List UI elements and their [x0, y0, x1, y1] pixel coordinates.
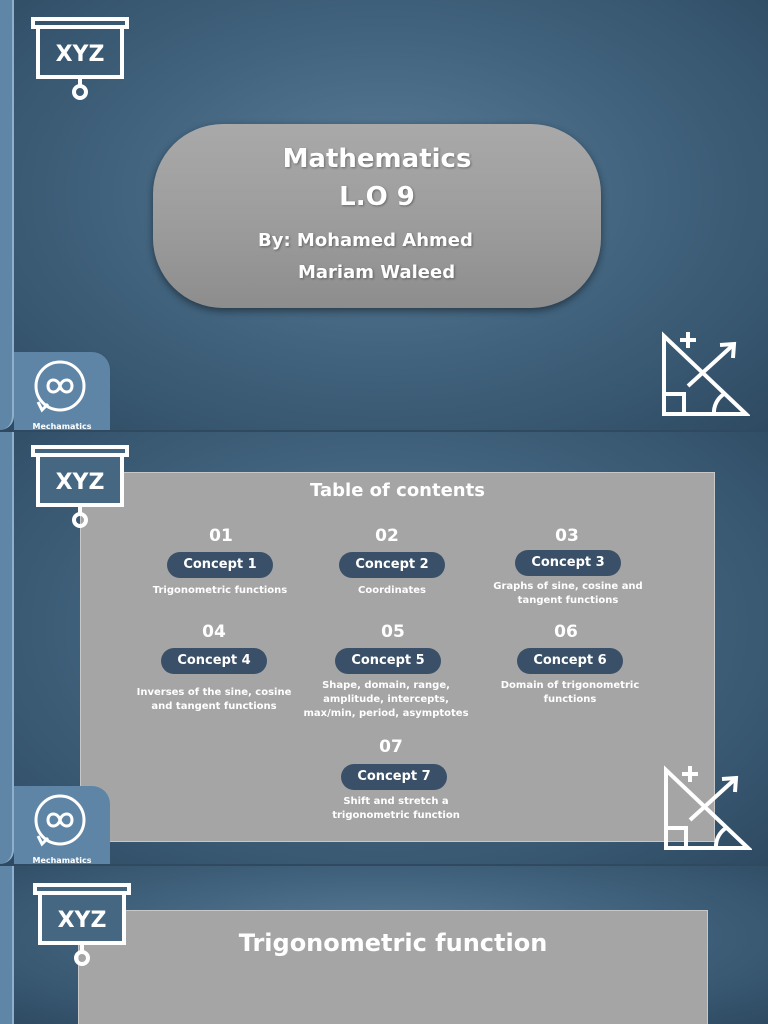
- concept-number: 03: [555, 526, 579, 546]
- toc-title: Table of contents: [310, 480, 485, 501]
- author-line-1: By: Mohamed Ahmed: [258, 230, 473, 251]
- infinity-logo-icon: [28, 792, 92, 850]
- left-accent-bar: [0, 866, 14, 1024]
- toc-panel: [80, 472, 715, 842]
- author-line-2: Mariam Waleed: [298, 262, 456, 283]
- presentation-subtitle: L.O 9: [339, 182, 415, 212]
- logo-label: Mechamatics: [32, 856, 92, 864]
- logo-label: Mechamatics: [32, 422, 92, 430]
- xyz-easel-icon: [32, 882, 132, 972]
- table-of-contents-slide: [0, 432, 768, 864]
- left-accent-bar: [0, 0, 14, 430]
- concept-number: 04: [202, 622, 226, 642]
- xyz-easel-icon: [30, 16, 130, 106]
- concept-number: 05: [381, 622, 405, 642]
- trigonometric-function-slide: [0, 866, 768, 1024]
- title-card: [153, 124, 601, 308]
- concept-number: 06: [554, 622, 578, 642]
- geometry-math-icon: [658, 326, 750, 418]
- infinity-logo-icon: [28, 358, 92, 416]
- mechamatics-logo-tab: [14, 352, 110, 430]
- concept-number: 02: [375, 526, 399, 546]
- concept-number: 07: [379, 737, 403, 757]
- concept-4-button[interactable]: Concept 4: [161, 648, 267, 674]
- concept-description: Shape, domain, range, amplitude, intercepts, max/min, period, asymptotes: [303, 680, 469, 719]
- concept-number: 01: [209, 526, 233, 546]
- title-slide: [0, 0, 768, 430]
- presentation-title: Mathematics: [282, 144, 472, 174]
- concept-3-button[interactable]: Concept 3: [515, 550, 621, 576]
- mechamatics-logo-tab: [14, 786, 110, 864]
- xyz-easel-icon: [30, 444, 130, 534]
- concept-description: Coordinates: [358, 585, 426, 596]
- concept-7-button[interactable]: Concept 7: [341, 764, 447, 790]
- concept-description: Graphs of sine, cosine and tangent functions: [493, 581, 643, 606]
- geometry-math-icon: [660, 760, 752, 852]
- concept-description: Inverses of the sine, cosine and tangent functions: [136, 687, 292, 712]
- left-accent-bar: [0, 432, 14, 864]
- svg-text:XYZ: XYZ: [55, 42, 105, 67]
- concept-2-button[interactable]: Concept 2: [339, 552, 445, 578]
- content-panel: [78, 910, 708, 1024]
- svg-text:XYZ: XYZ: [57, 908, 107, 933]
- concept-1-button[interactable]: Concept 1: [167, 552, 273, 578]
- concept-description: Shift and stretch a trigonometric function: [332, 796, 460, 821]
- concept-6-button[interactable]: Concept 6: [517, 648, 623, 674]
- concept-description: Domain of trigonometric functions: [500, 680, 640, 705]
- concept-description: Trigonometric functions: [152, 585, 288, 596]
- slide-title: Trigonometric function: [238, 929, 548, 957]
- concept-5-button[interactable]: Concept 5: [335, 648, 441, 674]
- svg-text:XYZ: XYZ: [55, 470, 105, 495]
